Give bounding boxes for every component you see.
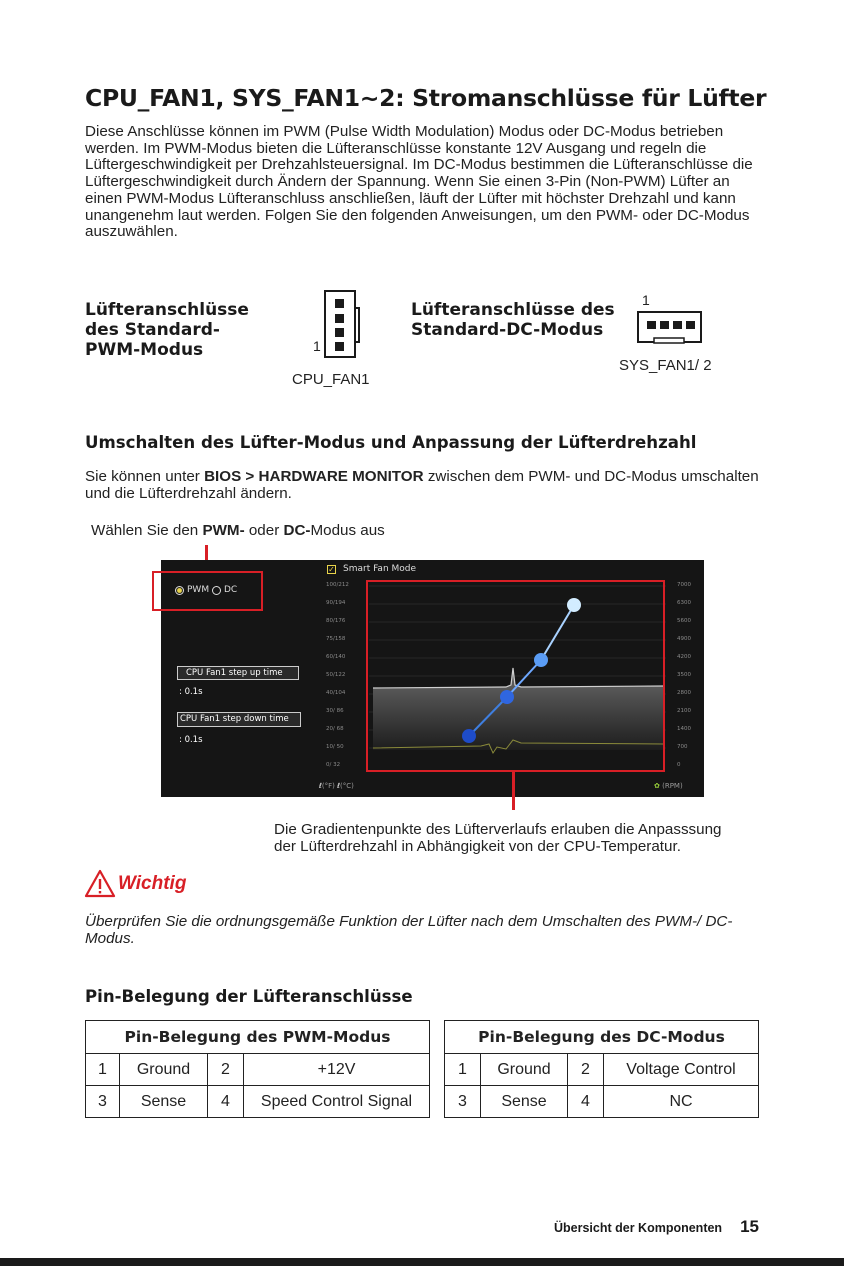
- smart-fan-mode-label: Smart Fan Mode: [343, 564, 417, 574]
- pwm-table-header: Pin-Belegung des PWM-Modus: [86, 1021, 430, 1054]
- rpm-axis: 7000 6300 5600 4900 4200 3500 2800 2100 1400 700 0: [677, 582, 691, 768]
- pin-assignment-heading: Pin-Belegung der Lüfteranschlüsse: [85, 987, 413, 1006]
- dc-connector-label: Lüfteranschlüsse des Standard-DC-Modus: [411, 300, 615, 340]
- sys-fan-name: SYS_FAN1/ 2: [619, 357, 712, 374]
- page-title: CPU_FAN1, SYS_FAN1~2: Stromanschlüsse für Lüfter: [85, 84, 767, 112]
- cpu-fan1-pin1-label: 1: [313, 338, 321, 354]
- dc-radio-label[interactable]: DC: [224, 585, 238, 595]
- mode-highlight-box: [152, 571, 263, 611]
- warning-icon: [84, 869, 116, 898]
- step-up-time-field[interactable]: CPU Fan1 step up time: [177, 666, 299, 680]
- switch-mode-text: Sie können unter BIOS > HARDWARE MONITOR zwischen dem PWM- und DC-Modus umschalten und die Lüfterdrehzahl ändern.: [85, 468, 759, 502]
- warning-text: Überprüfen Sie die ordnungsgemäße Funktion der Lüfter nach dem Umschalten des PWM-/ DC-Modus.: [85, 913, 733, 947]
- thermometer-icon: ℓ: [337, 782, 341, 790]
- curve-callout-text: Die Gradientenpunkte des Lüfterverlaufs erlauben die Anpasssung der Lüfterdrehzahl in Abhängigkeit von der CPU-Temperatur.: [274, 821, 722, 855]
- curve-highlight-box: [366, 580, 665, 772]
- sys-fan-connector-diagram: [634, 290, 706, 346]
- cpu-fan1-connector-diagram: [310, 288, 380, 360]
- table-row: 1 Ground 2 +12V: [86, 1054, 430, 1086]
- table-row: 3 Sense 4 Speed Control Signal: [86, 1086, 430, 1118]
- page-footer: [554, 1217, 759, 1237]
- temperature-axis: 100/212 90/194 80/176 75/158 60/140 50/122 40/104 30/ 86 20/ 68 10/ 50 0/ 32: [326, 582, 349, 768]
- temperature-units: ℓ(°F) ℓ(°C): [319, 782, 354, 790]
- pwm-radio-label[interactable]: PWM: [187, 585, 210, 595]
- dc-pin-table: [444, 1020, 759, 1118]
- intro-paragraph: Diese Anschlüsse können im PWM (Pulse Width Modulation) Modus oder DC-Modus betrieben werden. Im PWM-Modus bieten die Lüfteranschlüsse konstante 12V Ausgang und regeln die Lüftergeschwindigkeit per Drehzahlsteuersignal. Im DC-Modus bestimmen die Lüfteranschlüsse die Lüftergeschwindigkeit durch Ändern der Spannung. Wenn Sie einen 3-Pin (Non-PWM) Lüfter an einen PWM-Modus Lüfteranschluss anschließen, läuft der Lüfter mit höchster Drehzahl und kann unangenehm laut werden. Folgen Sie den folgenden Anweisungen, um den PWM- oder DC-Modus auszuwählen.: [85, 123, 753, 241]
- thermometer-icon: ℓ: [319, 782, 322, 790]
- step-up-time-value: : 0.1s: [179, 687, 203, 697]
- pwm-pin-table: [85, 1020, 430, 1118]
- smart-fan-checkbox-icon[interactable]: ✓: [328, 565, 335, 574]
- sys-fan-pin1-label: 1: [642, 292, 650, 308]
- rpm-units: ✿ (RPM): [654, 782, 683, 790]
- mode-select-callout: Wählen Sie den PWM- oder DC-Modus aus: [91, 522, 385, 539]
- pwm-connector-label: Lüfteranschlüsse des Standard- PWM-Modus: [85, 300, 249, 360]
- table-row: 1 Ground 2 Voltage Control: [445, 1054, 759, 1086]
- fan-icon: ✿: [654, 782, 660, 790]
- page-number: 15: [740, 1217, 759, 1236]
- curve-callout-line: [512, 772, 515, 810]
- table-row: 3 Sense 4 NC: [445, 1086, 759, 1118]
- dc-table-header: Pin-Belegung des DC-Modus: [445, 1021, 759, 1054]
- cpu-fan1-name: CPU_FAN1: [292, 371, 370, 388]
- step-down-time-field[interactable]: CPU Fan1 step down time: [177, 712, 301, 727]
- footer-section-title: Übersicht der Komponenten: [554, 1221, 723, 1235]
- warning-title: Wichtig: [118, 873, 187, 894]
- step-down-time-value: : 0.1s: [179, 735, 203, 745]
- bottom-bar: [0, 1258, 844, 1266]
- switch-mode-heading: Umschalten des Lüfter-Modus und Anpassung der Lüfterdrehzahl: [85, 433, 697, 452]
